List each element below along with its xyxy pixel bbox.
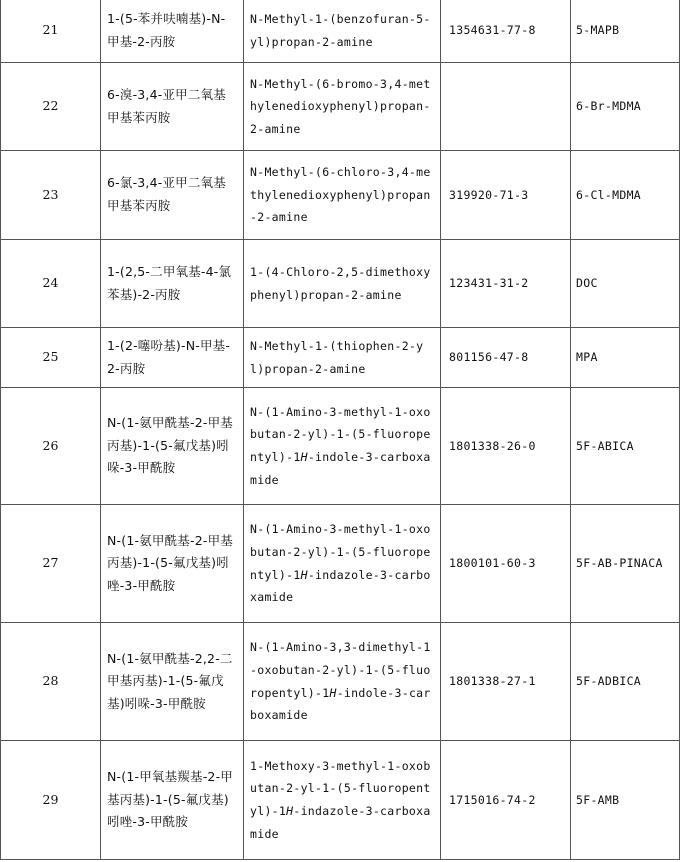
- cas-number: 123431-31-2: [441, 240, 571, 328]
- cas-number: 1354631-77-8: [441, 0, 571, 63]
- abbreviation: 5-MAPB: [571, 0, 680, 63]
- cas-number: [441, 63, 571, 151]
- abbreviation: 5F-ADBICA: [571, 623, 680, 741]
- abbreviation: 5F-ABICA: [571, 388, 680, 505]
- chinese-name: 1-(2,5-二甲氧基-4-氯苯基)-2-丙胺: [101, 240, 244, 328]
- cas-number: 801156-47-8: [441, 328, 571, 388]
- english-name: N-(1-Amino-3-methyl-1-oxobutan-2-yl)-1-(5-fluoropentyl)-1H-indazole-3-carboxamide: [244, 505, 441, 623]
- cas-number: 319920-71-3: [441, 151, 571, 240]
- row-number: 22: [1, 63, 101, 151]
- chinese-name: N-(1-氨甲酰基-2-甲基丙基)-1-(5-氟戊基)吲唑-3-甲酰胺: [101, 505, 244, 623]
- english-name: N-Methyl-1-(benzofuran-5-yl)propan-2-amine: [244, 0, 441, 63]
- row-number: 24: [1, 240, 101, 328]
- abbreviation: 6-Br-MDMA: [571, 63, 680, 151]
- english-name: N-Methyl-1-(thiophen-2-yl)propan-2-amine: [244, 328, 441, 388]
- chinese-name: N-(1-氨甲酰基-2-甲基丙基)-1-(5-氟戊基)吲哚-3-甲酰胺: [101, 388, 244, 505]
- abbreviation: MPA: [571, 328, 680, 388]
- row-number: 26: [1, 388, 101, 505]
- abbreviation: 5F-AMB: [571, 741, 680, 860]
- chinese-name: N-(1-氨甲酰基-2,2-二甲基丙基)-1-(5-氟戊基)吲哚-3-甲酰胺: [101, 623, 244, 741]
- cas-number: 1800101-60-3: [441, 505, 571, 623]
- table-row: [1, 151, 680, 240]
- english-name: N-Methyl-(6-bromo-3,4-methylenedioxyphenyl)propan-2-amine: [244, 63, 441, 151]
- abbreviation: 6-Cl-MDMA: [571, 151, 680, 240]
- table-row: [1, 240, 680, 328]
- table-row: [1, 63, 680, 151]
- row-number: 29: [1, 741, 101, 860]
- row-number: 25: [1, 328, 101, 388]
- chinese-name: 1-(2-噻吩基)-N-甲基-2-丙胺: [101, 328, 244, 388]
- chinese-name: 1-(5-苯并呋喃基)-N-甲基-2-丙胺: [101, 0, 244, 63]
- row-number: 27: [1, 505, 101, 623]
- table-row: [1, 623, 680, 741]
- english-name: N-(1-Amino-3,3-dimethyl-1-oxobutan-2-yl)-1-(5-fluoropentyl)-1H-indole-3-carboxamide: [244, 623, 441, 741]
- chinese-name: N-(1-甲氧基羰基-2-甲基丙基)-1-(5-氟戊基)吲唑-3-甲酰胺: [101, 741, 244, 860]
- english-name: 1-(4-Chloro-2,5-dimethoxyphenyl)propan-2-amine: [244, 240, 441, 328]
- cas-number: 1801338-26-0: [441, 388, 571, 505]
- english-name: N-Methyl-(6-chloro-3,4-methylenedioxyphenyl)propan-2-amine: [244, 151, 441, 240]
- table-row: [1, 741, 680, 860]
- english-name: N-(1-Amino-3-methyl-1-oxobutan-2-yl)-1-(5-fluoropentyl)-1H-indole-3-carboxamide: [244, 388, 441, 505]
- row-number: 21: [1, 0, 101, 63]
- row-number: 23: [1, 151, 101, 240]
- table-row: [1, 0, 680, 63]
- abbreviation: DOC: [571, 240, 680, 328]
- table-row: [1, 388, 680, 505]
- table-row: [1, 328, 680, 388]
- row-number: 28: [1, 623, 101, 741]
- cas-number: 1715016-74-2: [441, 741, 571, 860]
- abbreviation: 5F-AB-PINACA: [571, 505, 680, 623]
- chinese-name: 6-氯-3,4-亚甲二氧基甲基苯丙胺: [101, 151, 244, 240]
- english-name: 1-Methoxy-3-methyl-1-oxobutan-2-yl-1-(5-fluoropentyl)-1H-indazole-3-carboxamide: [244, 741, 441, 860]
- chinese-name: 6-溴-3,4-亚甲二氧基甲基苯丙胺: [101, 63, 244, 151]
- table-row: [1, 505, 680, 623]
- cas-number: 1801338-27-1: [441, 623, 571, 741]
